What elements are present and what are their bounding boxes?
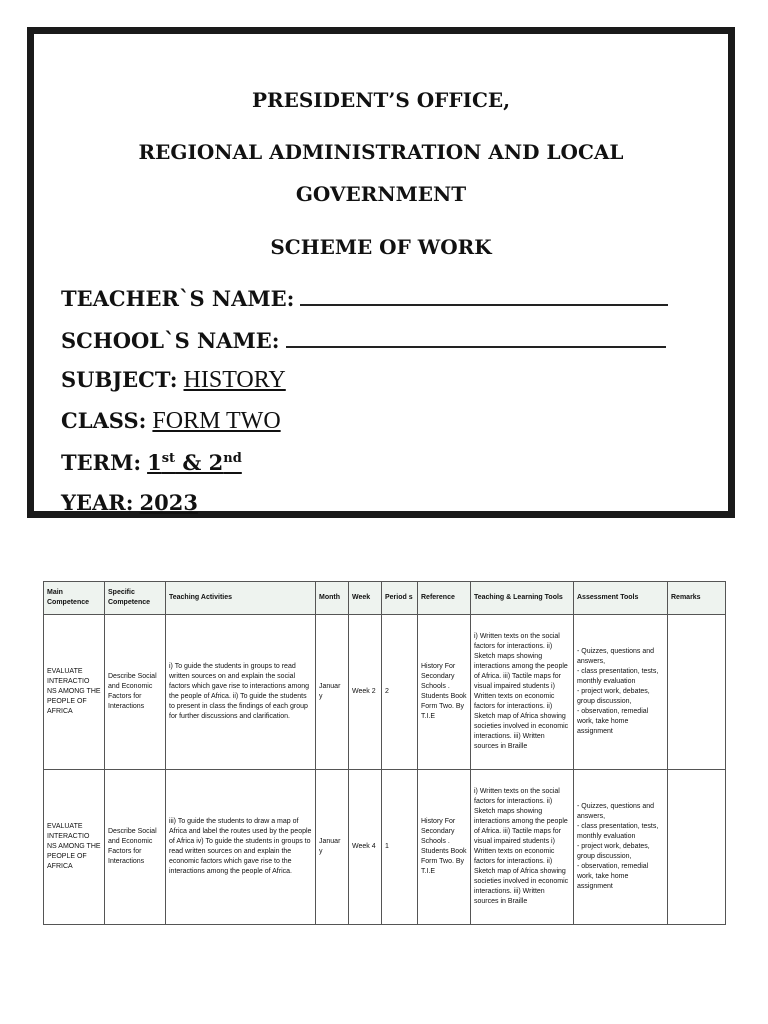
subject-value: HISTORY (183, 367, 286, 393)
col-learning-tools: Teaching & Learning Tools (471, 582, 574, 615)
heading-government: GOVERNMENT (295, 182, 467, 206)
term-first-sup: st (161, 451, 176, 466)
subject-label: SUBJECT: (61, 367, 178, 392)
school-name-blank (286, 328, 666, 348)
year-field (61, 490, 198, 515)
table-row (44, 770, 726, 925)
cell-teaching-activities: iii) To guide the students to draw a map of Africa and label the routes used by the people of Africa iv) To guide the students in groups to read written sources on and explain the economic factors which gave rise to the interactions among the people of Africa. (166, 770, 316, 925)
scheme-table (43, 581, 726, 925)
cell-week: Week 2 (349, 615, 382, 770)
assessment-item: - Quizzes, questions and answers, (577, 648, 655, 665)
col-remarks: Remarks (668, 582, 726, 615)
heading-regional-admin: REGIONAL ADMINISTRATION AND LOCAL (138, 140, 624, 164)
school-name-label: SCHOOL`S NAME: (61, 328, 280, 353)
cell-main-competence: EVALUATE INTERACTIO NS AMONG THE PEOPLE OF AFRICA (44, 615, 105, 770)
teacher-name-blank (300, 286, 668, 306)
cell-reference: History For Secondary Schools . Students Book Form Two. By T.I.E (418, 770, 471, 925)
heading-presidents-office: PRESIDENT’S OFFICE, (251, 88, 511, 112)
assessment-item: - project work, debates, group discussion, (577, 843, 650, 860)
table-row (44, 615, 726, 770)
year-label: YEAR: (61, 490, 134, 515)
cell-remarks (668, 770, 726, 925)
cell-month: Januar y (316, 615, 349, 770)
col-month: Month (316, 582, 349, 615)
school-name-field (61, 328, 666, 353)
cell-month: Januar y (316, 770, 349, 925)
cell-specific-competence: Describe Social and Economic Factors for Interactions (105, 770, 166, 925)
col-week: Week (349, 582, 382, 615)
cell-periods: 1 (382, 770, 418, 925)
teacher-name-field (61, 286, 668, 311)
cell-main-competence: EVALUATE INTERACTIO NS AMONG THE PEOPLE OF AFRICA (44, 770, 105, 925)
assessment-item: - class presentation, tests, monthly evaluation (577, 823, 659, 840)
heading-scheme-of-work: SCHEME OF WORK (270, 235, 492, 259)
col-assessment-tools: Assessment Tools (574, 582, 668, 615)
cell-assessment-tools (574, 615, 668, 770)
cell-teaching-activities: i) To guide the students in groups to read written sources on and explain the social factors which gave rise to interactions among the people of Africa. ii) To guide the students to present in class the findings of each group for further discussions and clarification. (166, 615, 316, 770)
teacher-name-label: TEACHER`S NAME: (61, 286, 295, 311)
class-field (61, 408, 281, 435)
cell-learning-tools: i) Written texts on the social factors for interactions. ii) Sketch maps showing interactions among the people of Africa. iii) Tactile maps for visual impaired students i) Written texts on economic factors for interactions. ii) Sketch map of Africa showing societies involved in economic interactions. iii) Written sources in Braille (471, 615, 574, 770)
term-label: TERM: (61, 450, 142, 475)
assessment-item: - Quizzes, questions and answers, (577, 803, 655, 820)
cell-specific-competence: Describe Social and Economic Factors for Interactions (105, 615, 166, 770)
term-first: 1 (147, 450, 162, 475)
term-field (61, 450, 242, 475)
cover-box (27, 27, 735, 518)
class-value: FORM TWO (152, 408, 281, 434)
col-periods: Period s (382, 582, 418, 615)
cell-learning-tools: i) Written texts on the social factors for interactions. ii) Sketch maps showing interactions among the people of Africa. iii) Tactile maps for visual impaired students i) Written texts on economic factors for interactions. ii) Sketch map of Africa showing societies involved in economic interactions. iii) Written sources in Braille (471, 770, 574, 925)
table-header-row (44, 582, 726, 615)
col-main-competence: Main Competence (44, 582, 105, 615)
cell-assessment-tools (574, 770, 668, 925)
subject-field (61, 367, 286, 394)
term-value (147, 450, 242, 475)
year-value: 2023 (139, 490, 198, 515)
term-second: & 2 (175, 450, 224, 475)
col-teaching-activities: Teaching Activities (166, 582, 316, 615)
cell-reference: History For Secondary Schools . Students Book Form Two. By T.I.E (418, 615, 471, 770)
cell-week: Week 4 (349, 770, 382, 925)
assessment-item: - class presentation, tests, monthly evaluation (577, 668, 659, 685)
class-label: CLASS: (61, 408, 147, 433)
assessment-item: - observation, remedial work, take home assignment (577, 863, 649, 890)
term-second-sup: nd (223, 451, 242, 466)
col-specific-competence: Specific Competence (105, 582, 166, 615)
assessment-item: - observation, remedial work, take home assignment (577, 708, 649, 735)
cell-periods: 2 (382, 615, 418, 770)
cell-remarks (668, 615, 726, 770)
assessment-item: - project work, debates, group discussion, (577, 688, 650, 705)
col-reference: Reference (418, 582, 471, 615)
